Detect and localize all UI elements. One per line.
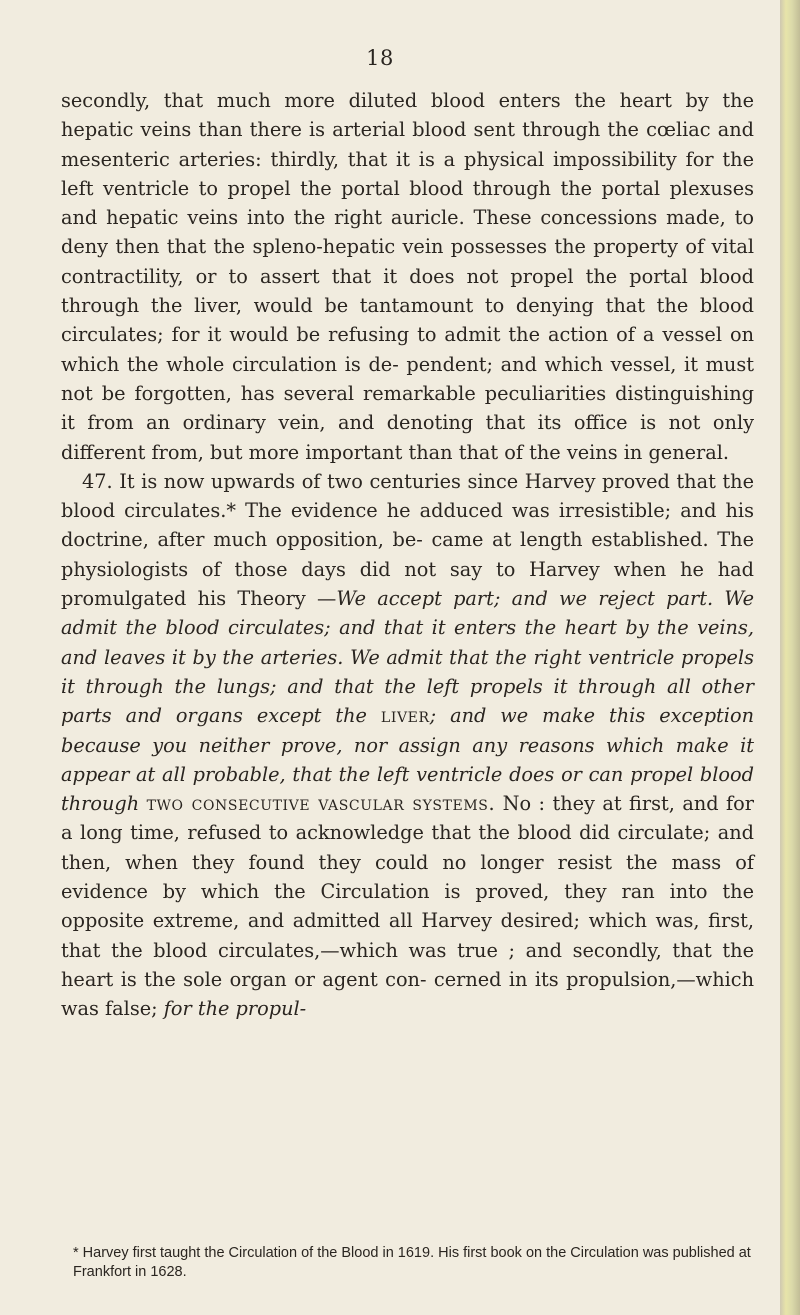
harvey-quote-part-1: We accept part; and we reject part. We admit the blood circulates; and that it enters the heart by the veins, and leaves it by the arteries. We admit that the right ventricle propels it through the lungs; and that the left propels it through all other parts and organs except the xyxy=(61,587,754,728)
page-body xyxy=(61,86,754,1024)
paragraph-47 xyxy=(61,467,754,1024)
harvey-quote-part-2: ; and we make this exception because you neither prove, nor assign any reasons which make it appear at all probable, that the left ventricle does or can propel blood through xyxy=(61,704,754,816)
trailing-italic: for the propul- xyxy=(163,997,307,1021)
page-number: 18 xyxy=(366,46,394,70)
paragraph-47-intro: 47. It is now upwards of two centuries since Harvey proved that the blood circulates.* The evidence he adduced was irresistible; and his doctrine, after much opposition, be- came at length established. The physiologists of those days did not say to Harvey when he had promulgated his Theory — xyxy=(61,469,754,611)
small-caps-vascular-systems: two consecutive vascular systems. xyxy=(146,792,496,816)
page-edge-shadow xyxy=(780,0,800,1315)
paragraph-continuation: secondly, that much more diluted blood enters the heart by the hepatic veins than there is arterial blood sent through the cœliac and mesenteric arteries: thirdly, that it is a physical impossibility for the left ventricle to propel the portal blood through the portal plexuses and hepatic veins into the right auricle. These concessions made, to deny then that the spleno-hepatic vein possesses the property of vital contractility, or to assert that it does not propel the portal blood through the liver, would be tantamount to denying that the blood circulates; for it would be refusing to admit the action of a vessel on which the whole circulation is de- pendent; and which vessel, it must not be forgotten, has several remarkable peculiarities distinguishing it from an ordinary vein, and denoting that its office is not only different from, but more important than that of the veins in general. xyxy=(61,89,754,464)
small-caps-liver: liver xyxy=(380,704,430,728)
paragraph-47-rest: No : they at first, and for a long time, refused to acknowledge that the blood did circulate; and then, when they found they could no longer resist the mass of evidence by which the Circulation is proved, they ran into the opposite extreme, and admitted all Harvey desired; which was, first, that the blood circulates,—which was true ; and secondly, that the heart is the sole organ or agent con- cerned in its propulsion,—which was false; xyxy=(61,792,754,1021)
footnote: * Harvey first taught the Circulation of the Blood in 1619. His first book on the Circulation was published at Frankfort in 1628. xyxy=(73,1245,751,1280)
